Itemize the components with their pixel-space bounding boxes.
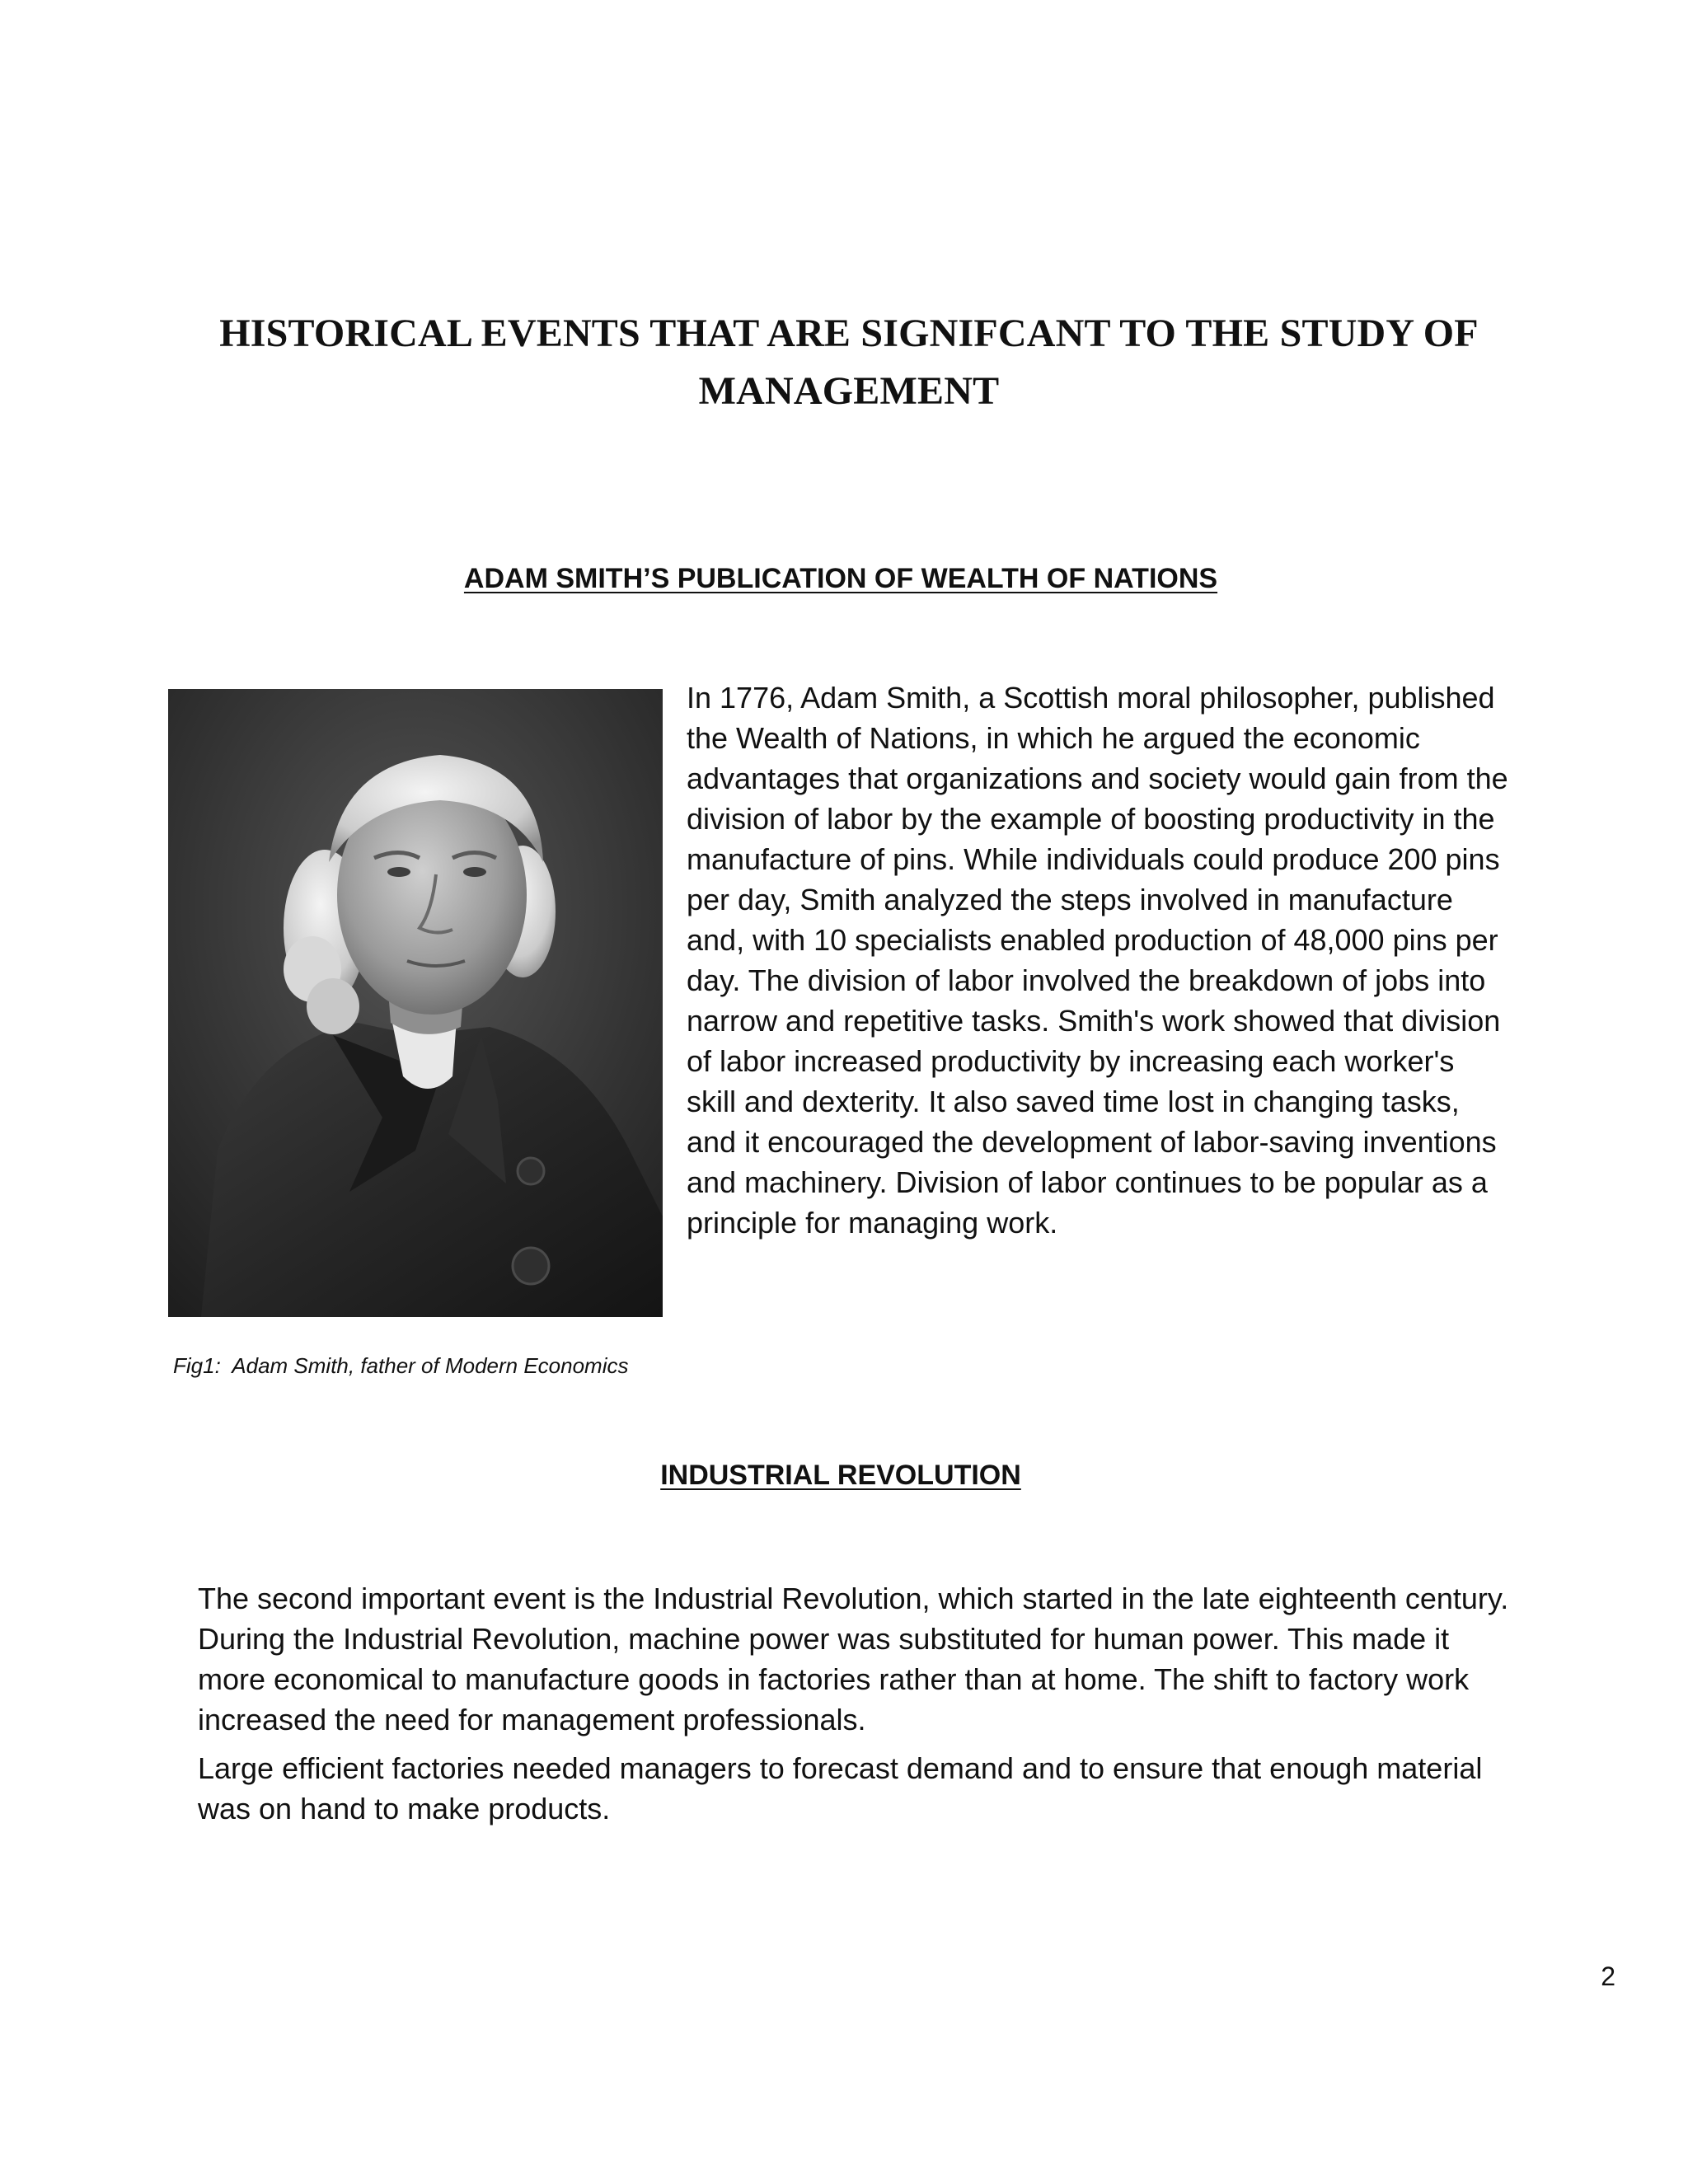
smith-paragraph: In 1776, Adam Smith, a Scottish moral philosopher, published the Wealth of Nations, in which he argued the economic advantages that organizations and society would gain from the division of labor by the example of boosting productivity in the manufacture of pins. While individuals could produce 200 pins per day, Smith analyzed the steps involved in manufacture and, with 10 specialists enabled production of 48,000 pins per day. The division of labor involved the breakdown of jobs into narrow and repetitive tasks. Smith's work showed that division of labor increased productivity by increasing each worker's skill and dexterity. It also saved time lost in changing tasks, and it encouraged the development of labor-saving inventions and machinery. Division of labor continues to be popular as a principle for managing work. [687, 681, 1508, 1240]
figure-caption: Fig1: Adam Smith, father of Modern Economics [173, 1353, 629, 1378]
industrial-paragraph-2: Large efficient factories needed managers to forecast demand and to ensure that enough material was on hand to make products. [198, 1751, 1483, 1825]
industrial-paragraph-1: The second important event is the Industrial Revolution, which started in the late eighteenth century. During the Industrial Revolution, machine power was substituted for human power. This made it more economical to manufacture goods in factories rather than at home. The shift to factory work increased the need for management professionals. [198, 1582, 1509, 1736]
portrait-drawing [168, 689, 663, 1317]
industrial-revolution-text [198, 1578, 1517, 1837]
section-heading-adam-smith: ADAM SMITH’S PUBLICATION OF WEALTH OF NATIONS [463, 563, 1218, 594]
section-heading-industrial-revolution: INDUSTRIAL REVOLUTION [660, 1460, 1021, 1491]
page-number: 2 [1601, 1961, 1615, 1991]
page-title: HISTORICAL EVENTS THAT ARE SIGNIFCANT TO THE STUDY OF MANAGEMENT [219, 312, 1479, 413]
portrait-image [168, 689, 663, 1317]
